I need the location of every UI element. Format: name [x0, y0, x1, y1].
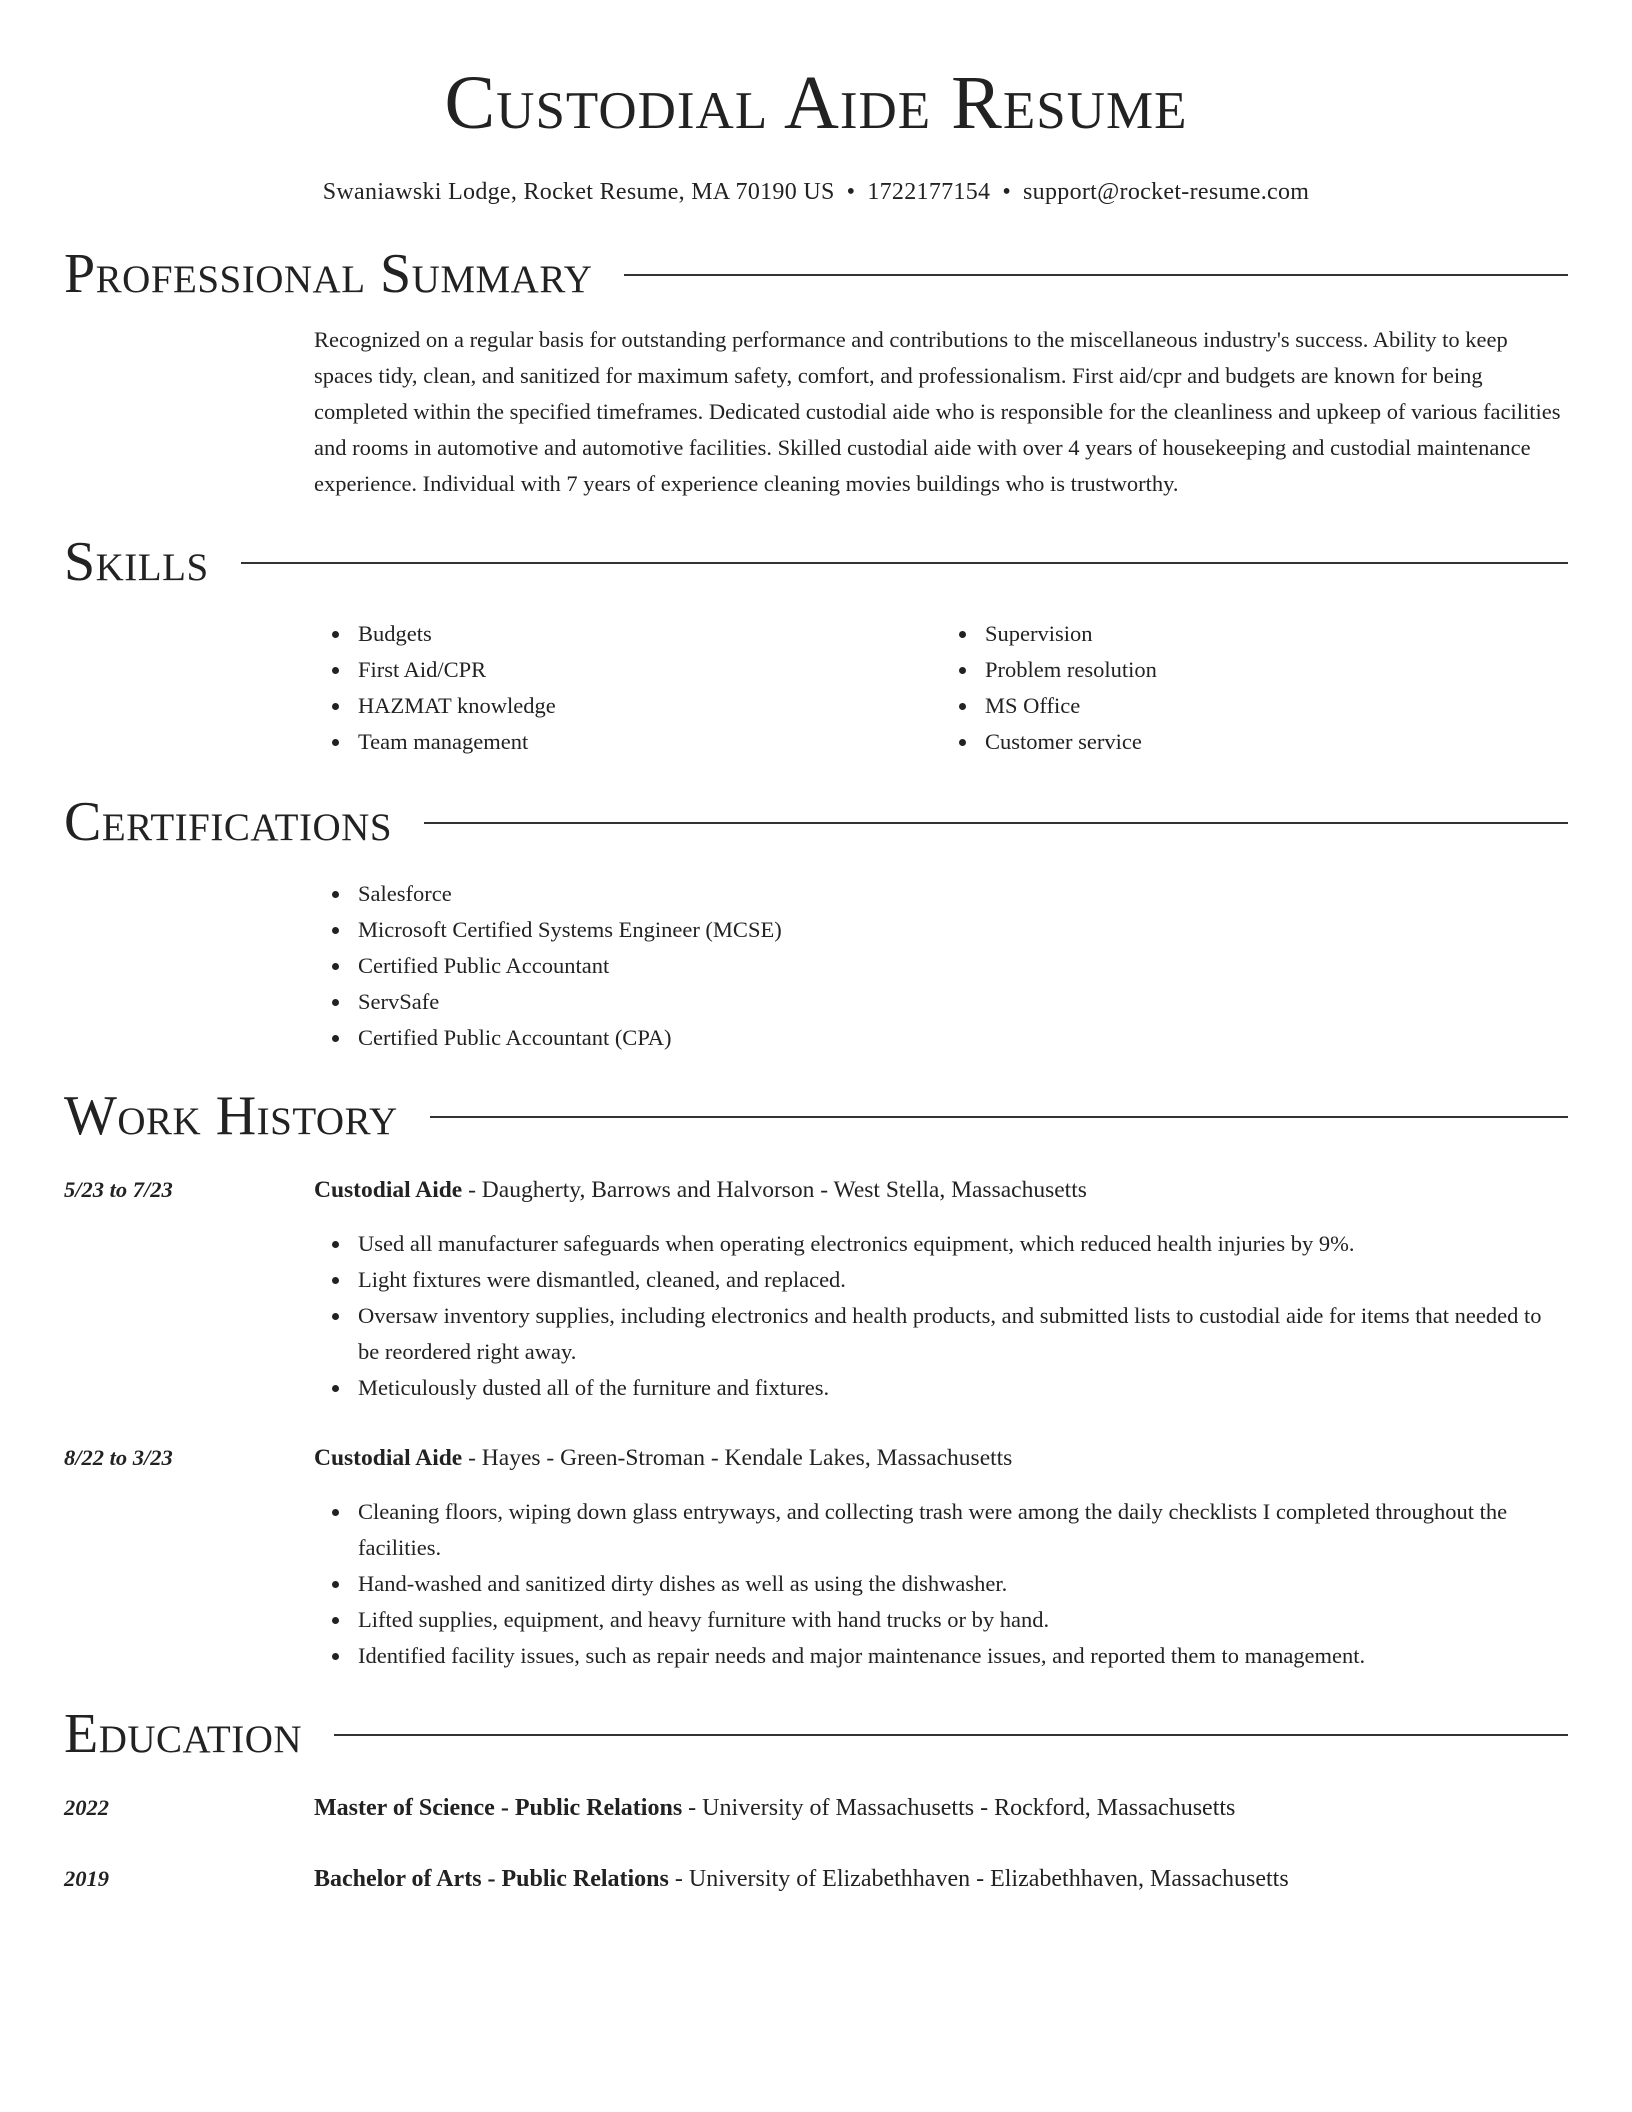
section-divider: [424, 822, 1568, 824]
job-body: [314, 1440, 1568, 1674]
job-title-line: [314, 1172, 1568, 1208]
phone-text: 1722177154: [867, 179, 991, 205]
job-bullets: [314, 1226, 1568, 1406]
address-text: Swaniawski Lodge, Rocket Resume, MA 70190 US: [322, 179, 835, 205]
job-body: [314, 1172, 1568, 1406]
education-section-header: [64, 1702, 1568, 1766]
skill-item: MS Office: [985, 688, 1568, 724]
skill-item: First Aid/CPR: [358, 652, 941, 688]
skill-item: Supervision: [985, 616, 1568, 652]
section-divider: [241, 562, 1568, 564]
section-divider: [624, 274, 1568, 276]
education-degree: Bachelor of Arts - Public Relations: [314, 1866, 669, 1892]
job-bullet: Cleaning floors, wiping down glass entryways, and collecting trash were among the daily checklists I completed throughout the facilities.: [358, 1494, 1568, 1566]
job-title: Custodial Aide: [314, 1445, 463, 1471]
certification-item: Certified Public Accountant (CPA): [358, 1020, 1568, 1056]
work-history-heading: Work History: [64, 1085, 398, 1147]
education-year: 2022: [64, 1795, 109, 1820]
education-entry: [64, 1861, 1568, 1897]
certification-item: Microsoft Certified Systems Engineer (MCSE): [358, 912, 1568, 948]
job-title: Custodial Aide: [314, 1177, 463, 1203]
summary-section-header: [64, 242, 1568, 306]
skills-column-left: [314, 616, 941, 760]
certifications-section-header: [64, 790, 1568, 854]
education-heading: Education: [64, 1703, 303, 1765]
job-bullet: Oversaw inventory supplies, including electronics and health products, and submitted lists to custodial aide for items that needed to be reordered right away.: [358, 1298, 1568, 1370]
certifications-heading: Certifications: [64, 791, 393, 853]
job-bullets: [314, 1494, 1568, 1674]
education-year: 2019: [64, 1866, 109, 1891]
job-bullet: Used all manufacturer safeguards when operating electronics equipment, which reduced health injuries by 9%.: [358, 1226, 1568, 1262]
education-entry: [64, 1790, 1568, 1826]
education-line: [314, 1861, 1289, 1897]
work-history-section-header: [64, 1084, 1568, 1148]
certifications-list: [314, 876, 1568, 1056]
skill-item: HAZMAT knowledge: [358, 688, 941, 724]
certification-item: ServSafe: [358, 984, 1568, 1020]
skills-column-right: [941, 616, 1568, 760]
job-entry: [64, 1440, 1568, 1674]
skill-item: Team management: [358, 724, 941, 760]
contact-separator: •: [846, 179, 856, 205]
education-school: - University of Elizabethhaven - Elizabethhaven, Massachusetts: [668, 1866, 1289, 1892]
contact-separator: •: [1002, 179, 1012, 205]
job-title-line: [314, 1440, 1568, 1476]
section-divider: [430, 1116, 1568, 1118]
certification-item: Certified Public Accountant: [358, 948, 1568, 984]
contact-line: [64, 176, 1568, 208]
resume-title: Custodial Aide Resume: [444, 61, 1188, 145]
summary-text: Recognized on a regular basis for outstanding performance and contributions to the miscellaneous industry's success. Ability to keep spaces tidy, clean, and sanitized for maximum safety, comfort, and professionalism. First aid/cpr and budgets are known for being completed within the specified timeframes. Dedicated custodial aide who is responsible for the cleanliness and upkeep of various facilities and rooms in automotive and automotive facilities. Skilled custodial aide with over 4 years of housekeeping and custodial maintenance experience. Individual with 7 years of experience cleaning movies buildings who is trustworthy.: [314, 327, 1561, 496]
skill-item: Customer service: [985, 724, 1568, 760]
section-divider: [334, 1734, 1568, 1736]
job-dates: 8/22 to 3/23: [64, 1445, 173, 1470]
job-bullet: Hand-washed and sanitized dirty dishes as well as using the dishwasher.: [358, 1566, 1568, 1602]
job-bullet: Light fixtures were dismantled, cleaned, and replaced.: [358, 1262, 1568, 1298]
skills-list: [314, 616, 1568, 760]
summary-heading: Professional Summary: [64, 243, 593, 305]
job-dates: 5/23 to 7/23: [64, 1177, 173, 1202]
skills-heading: Skills: [64, 531, 209, 593]
skill-item: Problem resolution: [985, 652, 1568, 688]
email-link[interactable]: support@rocket-resume.com: [1023, 179, 1310, 205]
certification-item: Salesforce: [358, 876, 1568, 912]
job-employer: - Hayes - Green-Stroman - Kendale Lakes, Massachusetts: [462, 1445, 1013, 1471]
job-entry: [64, 1172, 1568, 1406]
job-employer: - Daugherty, Barrows and Halvorson - West Stella, Massachusetts: [462, 1177, 1087, 1203]
education-line: [314, 1790, 1235, 1826]
education-school: - University of Massachusetts - Rockford, Massachusetts: [682, 1795, 1236, 1821]
education-degree: Master of Science - Public Relations: [314, 1795, 683, 1821]
skill-item: Budgets: [358, 616, 941, 652]
job-bullet: Meticulously dusted all of the furniture and fixtures.: [358, 1370, 1568, 1406]
job-bullet: Identified facility issues, such as repair needs and major maintenance issues, and reported them to management.: [358, 1638, 1568, 1674]
job-bullet: Lifted supplies, equipment, and heavy furniture with hand trucks or by hand.: [358, 1602, 1568, 1638]
skills-section-header: [64, 530, 1568, 594]
